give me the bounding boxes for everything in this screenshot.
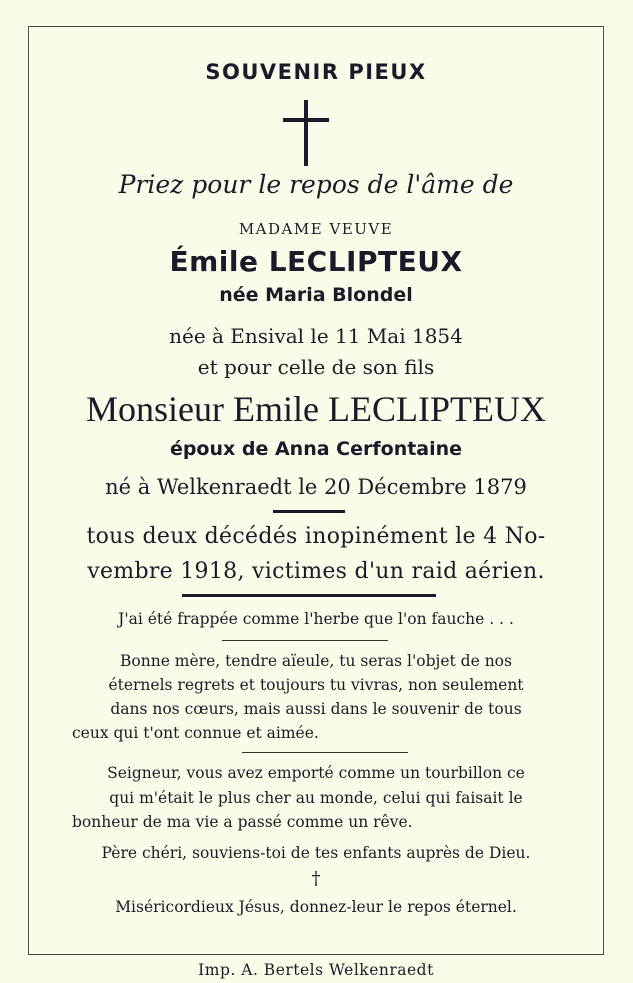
rule-1 bbox=[222, 640, 388, 641]
mother-maiden-name: née Maria Blondel bbox=[219, 284, 413, 306]
divider-long bbox=[182, 594, 436, 597]
mercy-verse: Miséricordieux Jésus, donnez-leur le repos éternel. bbox=[115, 898, 517, 916]
card-title: SOUVENIR PIEUX bbox=[205, 60, 427, 84]
death-line-2: vembre 1918, victimes d'un raid aérien. bbox=[87, 559, 545, 584]
lord-verse-line: Seigneur, vous avez emporté comme un tourbillon ce bbox=[107, 764, 525, 782]
son-birth: né à Welkenraedt le 20 Décembre 1879 bbox=[105, 475, 527, 499]
death-line-1: tous deux décédés inopinément le 4 No- bbox=[86, 524, 546, 549]
printer-imprint: Imp. A. Bertels Welkenraedt bbox=[198, 961, 434, 979]
mother-verse-line: éternels regrets et toujours tu vivras, non seulement bbox=[108, 676, 524, 694]
divider-short bbox=[273, 510, 345, 513]
cross-icon bbox=[283, 100, 329, 166]
mother-birth: née à Ensival le 11 Mai 1854 bbox=[169, 324, 463, 348]
frame-bottom-border bbox=[28, 954, 604, 955]
son-spouse: époux de Anna Cerfontaine bbox=[169, 438, 463, 460]
rule-2 bbox=[242, 752, 408, 753]
small-cross-icon: † bbox=[311, 868, 321, 889]
mother-verse-line: Bonne mère, tendre aïeule, tu seras l'objet de nos bbox=[120, 652, 512, 670]
lord-verse-line: bonheur de ma vie a passé comme un rêve. bbox=[72, 813, 413, 831]
frame-top-border bbox=[28, 26, 604, 27]
mother-honorific: MADAME VEUVE bbox=[238, 220, 394, 238]
connector-text: et pour celle de son fils bbox=[197, 355, 435, 379]
son-name: Monsieur Emile LECLIPTEUX bbox=[86, 389, 546, 429]
scripture-quote: J'ai été frappée comme l'herbe que l'on fauche . . . bbox=[118, 610, 514, 628]
mother-verse-line: dans nos cœurs, mais aussi dans le souvenir de tous bbox=[110, 700, 522, 718]
mother-name: Émile LECLIPTEUX bbox=[169, 245, 463, 278]
mother-verse-line: ceux qui t'ont connue et aimée. bbox=[72, 724, 319, 742]
prayer-intro: Priez pour le repos de l'âme de bbox=[118, 170, 514, 199]
father-verse: Père chéri, souviens-toi de tes enfants auprès de Dieu. bbox=[101, 844, 531, 862]
lord-verse-line: qui m'était le plus cher au monde, celui qui faisait le bbox=[109, 789, 523, 807]
